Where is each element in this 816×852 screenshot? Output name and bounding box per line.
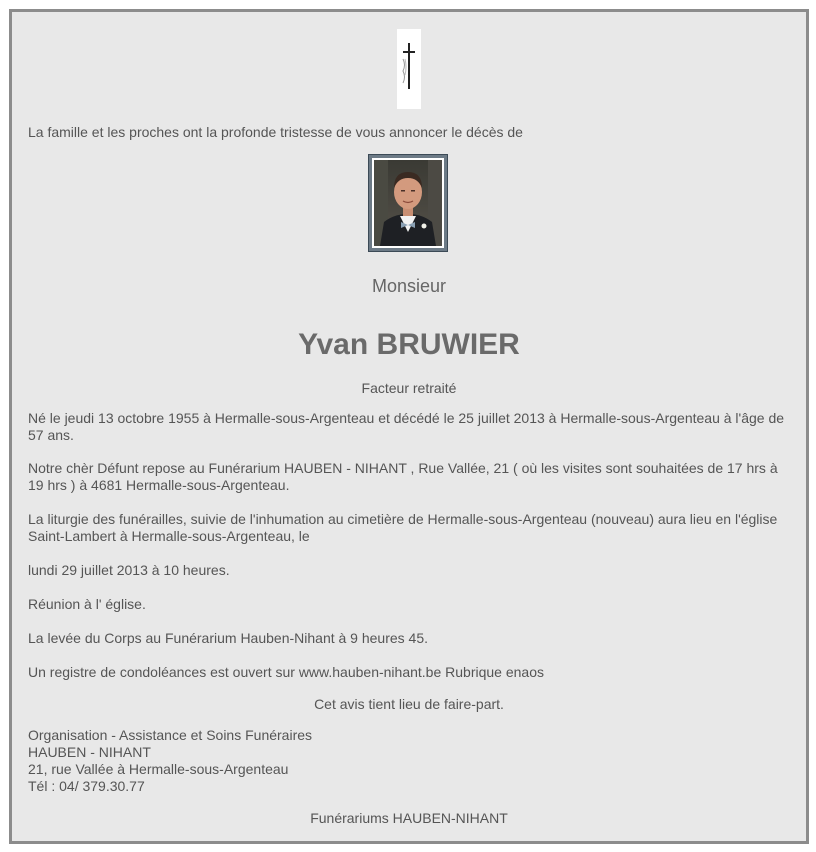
deceased-name: Yvan BRUWIER	[298, 328, 520, 361]
organisation-name: HAUBEN - NIHANT	[28, 744, 151, 760]
organisation-block	[28, 727, 312, 795]
obituary-panel	[9, 9, 809, 844]
honorific-title: Monsieur	[371, 276, 447, 296]
occupation-text: Facteur retraité	[361, 380, 457, 396]
repose-paragraph: Notre chèr Défunt repose au Funérarium HAUBEN - NIHANT , Rue Vallée, 21 ( où les visites sont souhaitées de 17 hrs à 19 hrs ) à 4681 Hermalle-sous-Argenteau.	[28, 460, 778, 493]
birth-death-paragraph: Né le jeudi 13 octobre 1955 à Hermalle-sous-Argenteau et décédé le 25 juillet 2013 à Hermalle-sous-Argenteau à l'âge de 57 ans.	[28, 410, 785, 443]
meeting-paragraph: Réunion à l' église.	[28, 596, 146, 612]
liturgy-paragraph: La liturgie des funérailles, suivie de l'inhumation au cimetière de Hermalle-sous-Argenteau (nouveau) aura lieu en l'église Saint-Lambert à Hermalle-sous-Argenteau, le	[28, 511, 778, 544]
levee-paragraph: La levée du Corps au Funérarium Hauben-Nihant à 9 heures 45.	[28, 630, 429, 646]
register-paragraph: Un registre de condoléances est ouvert sur www.hauben-nihant.be Rubrique enaos	[28, 664, 544, 680]
intro-text: La famille et les proches ont la profonde tristesse de vous annoncer le décès de	[28, 124, 523, 140]
organisation-address: 21, rue Vallée à Hermalle-sous-Argenteau	[28, 761, 289, 777]
notice-text: Cet avis tient lieu de faire-part.	[314, 696, 504, 712]
cross-icon	[397, 29, 421, 109]
organisation-phone: Tél : 04/ 379.30.77	[28, 778, 145, 794]
organisation-line: Organisation - Assistance et Soins Funéraires	[28, 727, 313, 743]
footer-text: Funérariums HAUBEN-NIHANT	[310, 810, 508, 826]
portrait-photo	[368, 154, 448, 252]
ceremony-date: lundi 29 juillet 2013 à 10 heures.	[28, 562, 230, 578]
